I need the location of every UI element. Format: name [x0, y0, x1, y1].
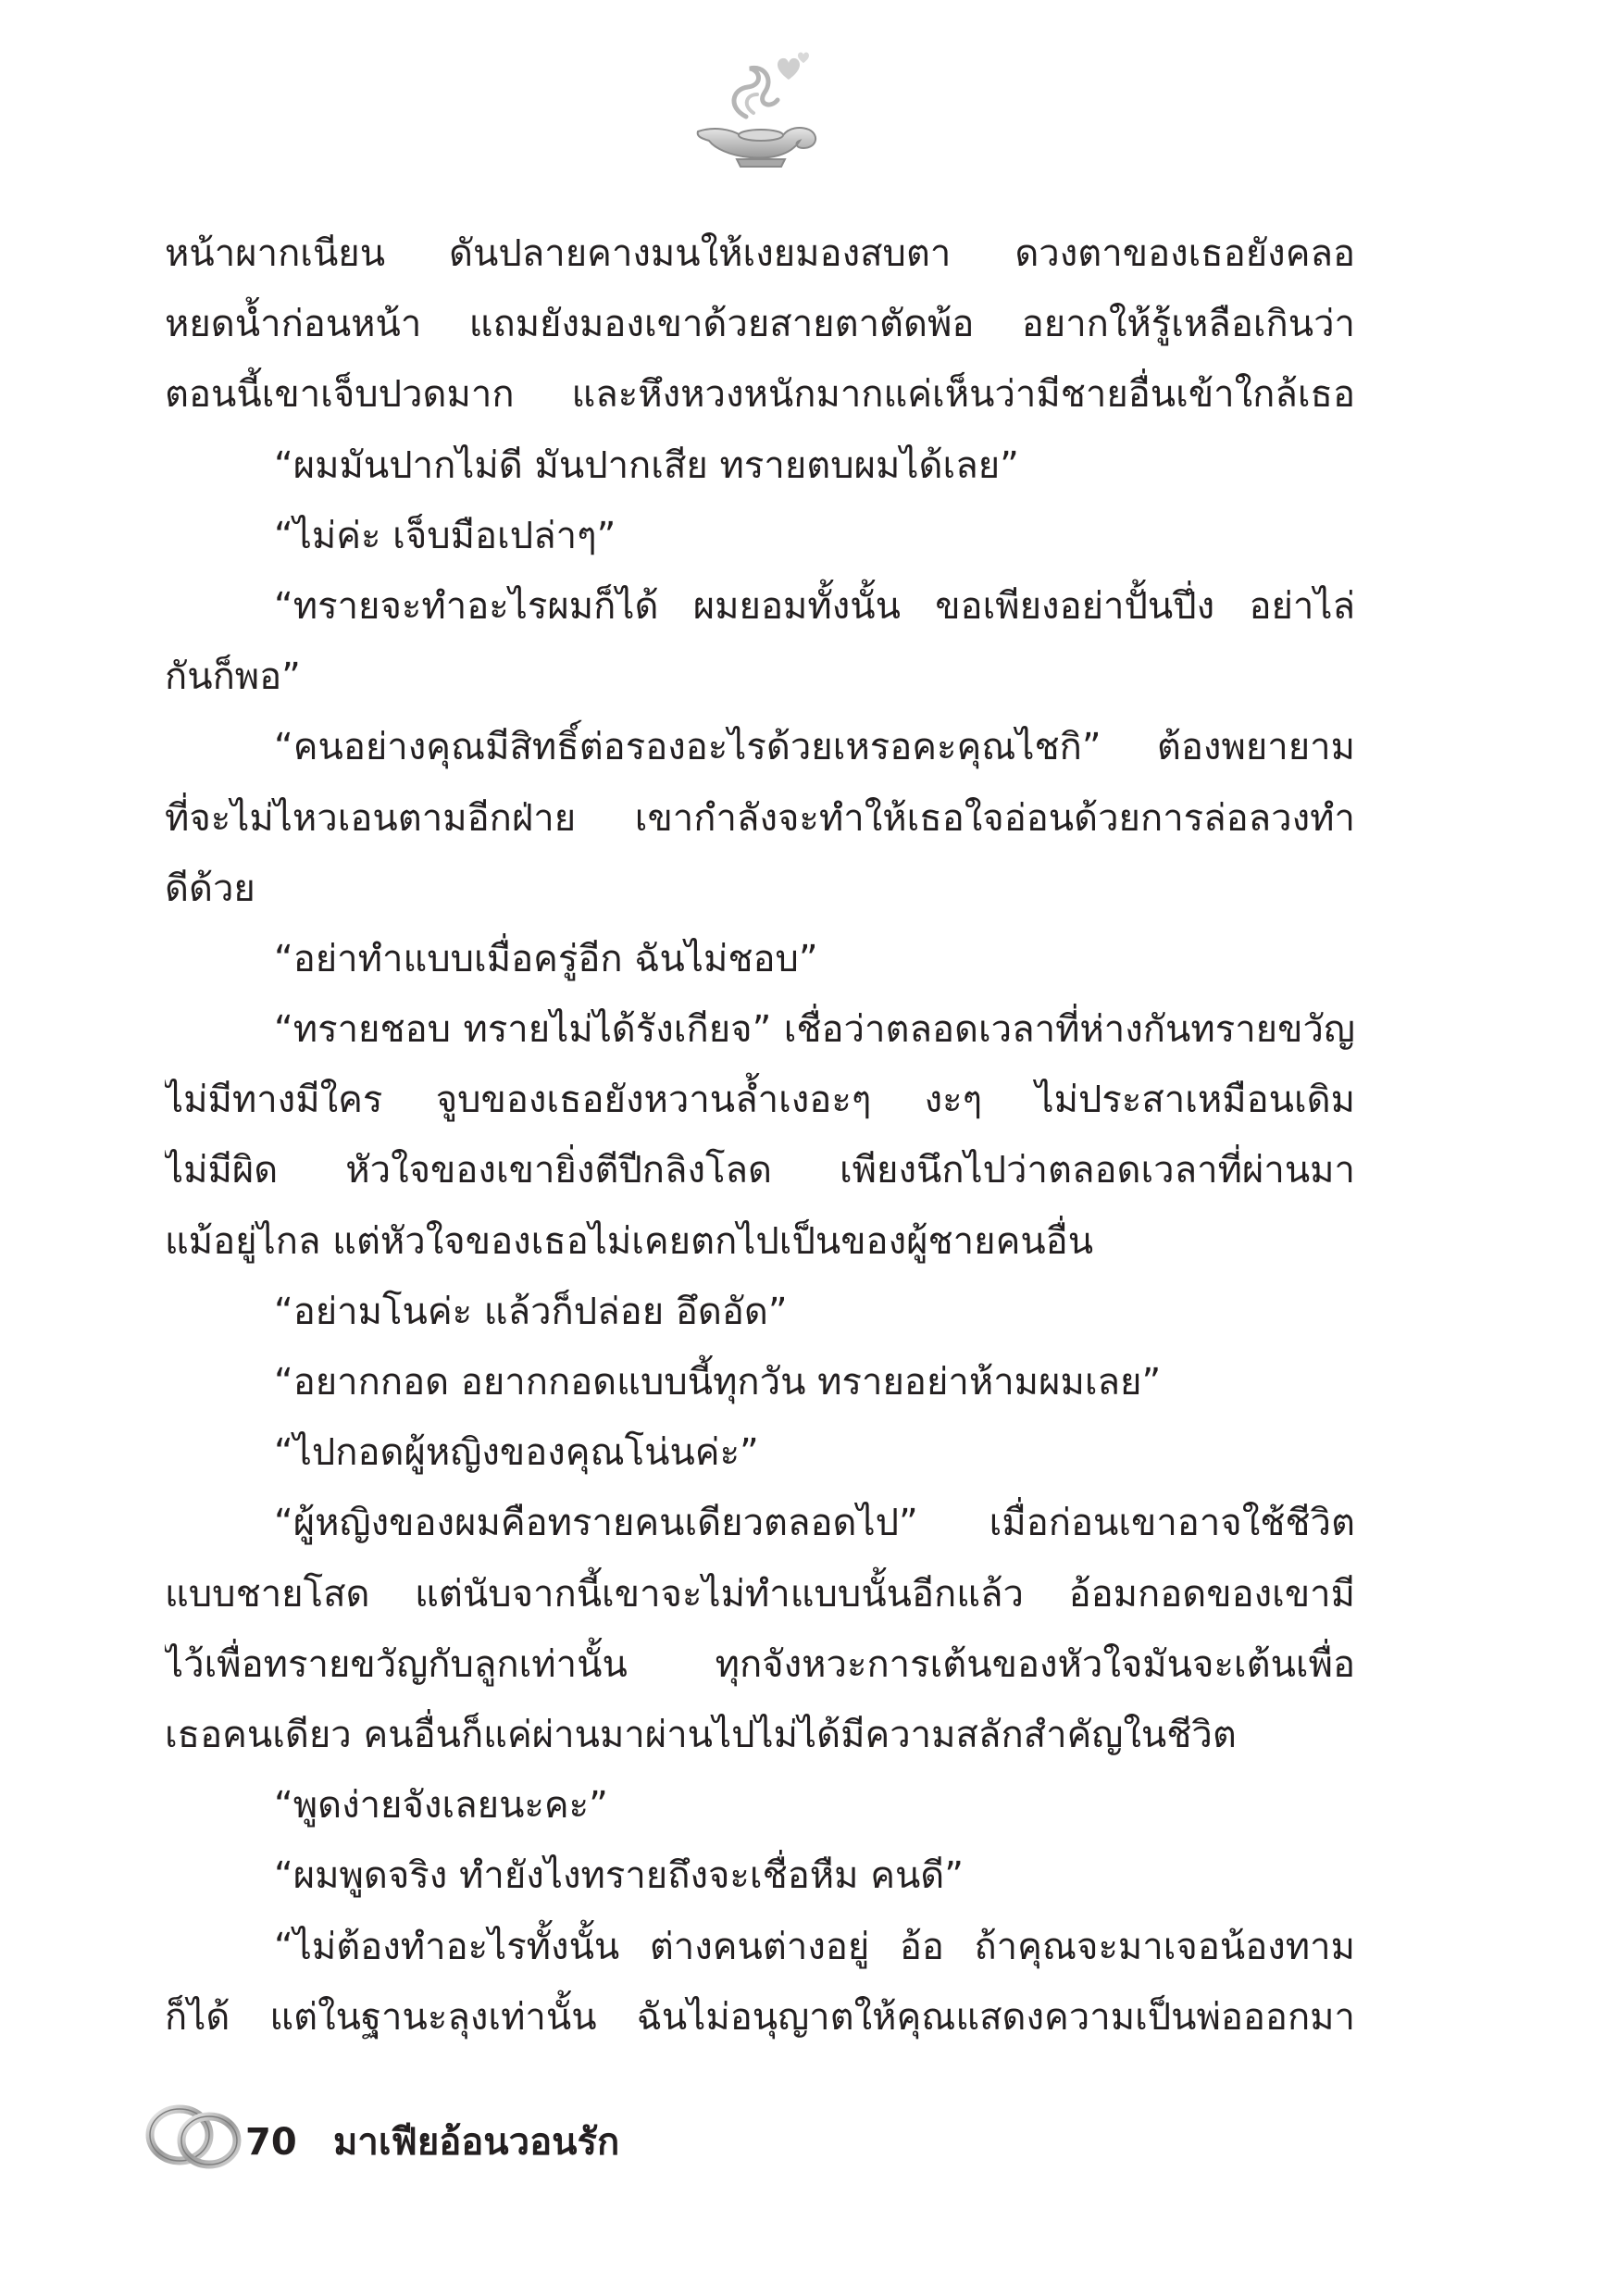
text-line: หยดน้ำก่อนหน้า แถมยังมองเขาด้วยสายตาตัดพ้อ อยากให้รู้เหลือเกินว่า	[165, 303, 1355, 346]
text-line: “พูดง่ายจังเลยนะคะ”	[274, 1784, 608, 1828]
text-line: “ผมพูดจริง ทำยังไงทรายถึงจะเชื่อหืม คนดี”	[274, 1854, 964, 1898]
text-line: “ทรายชอบ ทรายไม่ได้รังเกียจ” เชื่อว่าตลอดเวลาที่ห่างกันทรายขวัญ	[274, 1008, 1355, 1052]
text-line: “อย่าทำแบบเมื่อครู่อีก ฉันไม่ชอบ”	[274, 937, 818, 980]
text-line: ไม่มีทางมีใคร จูบของเธอยังหวานล้ำเงอะๆ งะๆ ไม่ประสาเหมือนเดิม	[165, 1079, 1355, 1122]
text-line: ไว้เพื่อทรายขวัญกับลูกเท่านั้น ทุกจังหวะการเต้นของหัวใจมันจะเต้นเพื่อ	[165, 1642, 1355, 1686]
text-line: แบบชายโสด แต่นับจากนี้เขาจะไม่ทำแบบนั้นอีกแล้ว อ้อมกอดของเขามี	[165, 1572, 1355, 1616]
text-line: ดีด้วย	[165, 867, 255, 910]
text-line: กันก็พอ”	[165, 655, 301, 699]
text-line: “ไม่ต้องทำอะไรทั้งนั้น ต่างคนต่างอยู่ อ้อ ถ้าคุณจะมาเจอน้องทาม	[274, 1925, 1355, 1968]
text-line: เธอคนเดียว คนอื่นก็แค่ผ่านมาผ่านไปไม่ได้มีความสลักสำคัญในชีวิต	[165, 1713, 1237, 1756]
text-line: “คนอย่างคุณมีสิทธิ์ต่อรองอะไรด้วยเหรอคะคุณไชกิ” ต้องพยายาม	[274, 726, 1355, 769]
text-line: ที่จะไม่ไหวเอนตามอีกฝ่าย เขากำลังจะทำให้เธอใจอ่อนด้วยการล่อลวงทำ	[165, 796, 1355, 840]
text-line: “ผมมันปากไม่ดี มันปากเสีย ทรายตบผมได้เลย”	[274, 443, 1019, 487]
text-line: “อยากกอด อยากกอดแบบนี้ทุกวัน ทรายอย่าห้ามผมเลย”	[274, 1361, 1162, 1404]
book-title: มาเฟียอ้อนวอนรัก	[333, 2121, 620, 2164]
text-line: หน้าผากเนียน ดันปลายคางมนให้เงยมองสบตา ดวงตาของเธอยังคลอ	[165, 232, 1355, 275]
text-line: แม้อยู่ไกล แต่หัวใจของเธอไม่เคยตกไปเป็นของผู้ชายคนอื่น	[165, 1219, 1094, 1263]
genie-lamp-icon	[681, 52, 829, 170]
text-line: “อย่ามโนค่ะ แล้วก็ปล่อย อึดอัด”	[274, 1290, 788, 1333]
text-line: “ไปกอดผู้หญิงของคุณโน่นค่ะ”	[274, 1431, 759, 1475]
text-line: “ไม่ค่ะ เจ็บมือเปล่าๆ”	[274, 514, 616, 557]
text-line: “ผู้หญิงของผมคือทรายคนเดียวตลอดไป” เมื่อก่อนเขาอาจใช้ชีวิต	[274, 1502, 1355, 1545]
wedding-rings-icon	[139, 2092, 250, 2177]
page-footer	[139, 2092, 787, 2203]
text-line: “ทรายจะทำอะไรผมก็ได้ ผมยอมทั้งนั้น ขอเพียงอย่าปั้นปึ่ง อย่าไล่	[274, 584, 1355, 628]
body-text	[165, 218, 1355, 2053]
page-number: 70	[245, 2121, 297, 2164]
text-line: ก็ได้ แต่ในฐานะลุงเท่านั้น ฉันไม่อนุญาตให้คุณแสดงความเป็นพ่อออกมา	[165, 1995, 1355, 2039]
text-line: ตอนนี้เขาเจ็บปวดมาก และหึงหวงหนักมากแค่เห็นว่ามีชายอื่นเข้าใกล้เธอ	[165, 373, 1355, 417]
text-line: ไม่มีผิด หัวใจของเขายิ่งตีปีกลิงโลด เพียงนึกไปว่าตลอดเวลาที่ผ่านมา	[165, 1149, 1355, 1192]
